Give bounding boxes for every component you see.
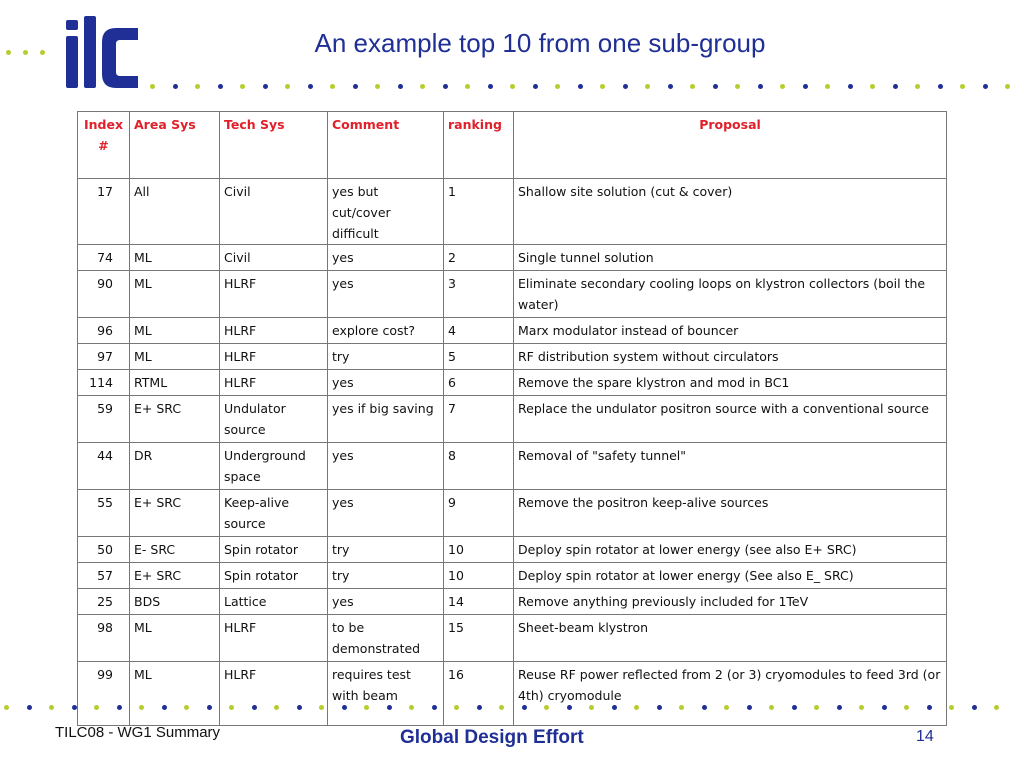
cell-proposal: Replace the undulator positron source with a conventional source (514, 396, 947, 443)
divider-dot (870, 84, 875, 89)
footer-event-label: TILC08 - WG1 Summary (55, 724, 221, 741)
cell-comment: try (328, 537, 444, 563)
cell-ranking: 10 (444, 563, 514, 589)
table-row (78, 589, 947, 615)
divider-dot (938, 84, 943, 89)
cell-area-sys: BDS (130, 589, 220, 615)
divider-dot (1005, 84, 1010, 89)
divider-dot (578, 84, 583, 89)
proposal-table (77, 111, 947, 726)
divider-dot (4, 705, 9, 710)
divider-dot (240, 84, 245, 89)
table-row (78, 396, 947, 443)
divider-dot (533, 84, 538, 89)
table-row (78, 245, 947, 271)
divider-dot (195, 84, 200, 89)
cell-index: 57 (78, 563, 130, 589)
table-row (78, 443, 947, 490)
cell-comment: yes (328, 443, 444, 490)
divider-dot (150, 84, 155, 89)
cell-ranking: 10 (444, 537, 514, 563)
cell-ranking: 16 (444, 662, 514, 726)
divider-dot (972, 705, 977, 710)
divider-dot (27, 705, 32, 710)
cell-proposal: RF distribution system without circulators (514, 344, 947, 370)
cell-area-sys: RTML (130, 370, 220, 396)
cell-ranking: 1 (444, 179, 514, 245)
divider-dot (893, 84, 898, 89)
table-row (78, 563, 947, 589)
cell-ranking: 5 (444, 344, 514, 370)
divider-dot (668, 84, 673, 89)
divider-dot (510, 84, 515, 89)
header-ranking: ranking (444, 112, 514, 179)
cell-comment: yes (328, 370, 444, 396)
cell-area-sys: All (130, 179, 220, 245)
header-area-sys: Area Sys (130, 112, 220, 179)
cell-tech-sys: Lattice (220, 589, 328, 615)
cell-comment: yes (328, 589, 444, 615)
cell-area-sys: E+ SRC (130, 490, 220, 537)
cell-area-sys: ML (130, 615, 220, 662)
divider-dot (173, 84, 178, 89)
cell-ranking: 9 (444, 490, 514, 537)
top-dot-divider (0, 84, 1024, 90)
cell-comment: try (328, 344, 444, 370)
cell-index: 25 (78, 589, 130, 615)
cell-comment: try (328, 563, 444, 589)
table-row (78, 537, 947, 563)
table-row (78, 271, 947, 318)
header-index: Index # (78, 112, 130, 179)
cell-tech-sys: HLRF (220, 662, 328, 726)
cell-index: 96 (78, 318, 130, 344)
divider-dot (263, 84, 268, 89)
divider-dot (6, 50, 11, 55)
divider-dot (623, 84, 628, 89)
logo-text: ilc (62, 14, 63, 15)
divider-dot (420, 84, 425, 89)
top-left-dot-divider (0, 50, 1024, 56)
divider-dot (949, 705, 954, 710)
divider-dot (690, 84, 695, 89)
table-row (78, 662, 947, 726)
divider-dot (443, 84, 448, 89)
divider-dot (960, 84, 965, 89)
divider-dot (983, 84, 988, 89)
cell-tech-sys: HLRF (220, 318, 328, 344)
table-row (78, 490, 947, 537)
cell-comment: explore cost? (328, 318, 444, 344)
cell-proposal: Removal of "safety tunnel" (514, 443, 947, 490)
header-comment: Comment (328, 112, 444, 179)
cell-area-sys: ML (130, 344, 220, 370)
table-row (78, 179, 947, 245)
cell-comment: to be demonstrated (328, 615, 444, 662)
cell-proposal: Deploy spin rotator at lower energy (See also E_ SRC) (514, 563, 947, 589)
cell-ranking: 2 (444, 245, 514, 271)
cell-comment: yes if big saving (328, 396, 444, 443)
cell-index: 90 (78, 271, 130, 318)
divider-dot (285, 84, 290, 89)
cell-proposal: Shallow site solution (cut & cover) (514, 179, 947, 245)
cell-proposal: Marx modulator instead of bouncer (514, 318, 947, 344)
table-row (78, 344, 947, 370)
cell-area-sys: ML (130, 271, 220, 318)
page-number: 14 (916, 728, 934, 745)
divider-dot (375, 84, 380, 89)
header-proposal: Proposal (514, 112, 947, 179)
cell-tech-sys: Civil (220, 245, 328, 271)
divider-dot (848, 84, 853, 89)
cell-proposal: Remove the positron keep-alive sources (514, 490, 947, 537)
header-tech-sys: Tech Sys (220, 112, 328, 179)
divider-dot (713, 84, 718, 89)
cell-index: 99 (78, 662, 130, 726)
divider-dot (353, 84, 358, 89)
cell-ranking: 15 (444, 615, 514, 662)
cell-index: 114 (78, 370, 130, 396)
cell-proposal: Deploy spin rotator at lower energy (see also E+ SRC) (514, 537, 947, 563)
divider-dot (994, 705, 999, 710)
cell-comment: yes (328, 271, 444, 318)
cell-tech-sys: HLRF (220, 615, 328, 662)
divider-dot (780, 84, 785, 89)
divider-dot (218, 84, 223, 89)
divider-dot (330, 84, 335, 89)
cell-area-sys: E- SRC (130, 537, 220, 563)
cell-ranking: 4 (444, 318, 514, 344)
cell-index: 17 (78, 179, 130, 245)
cell-area-sys: E+ SRC (130, 396, 220, 443)
divider-dot (23, 50, 28, 55)
cell-tech-sys: Civil (220, 179, 328, 245)
table-row (78, 615, 947, 662)
cell-area-sys: ML (130, 245, 220, 271)
cell-ranking: 14 (444, 589, 514, 615)
cell-proposal: Remove the spare klystron and mod in BC1 (514, 370, 947, 396)
cell-ranking: 6 (444, 370, 514, 396)
cell-index: 59 (78, 396, 130, 443)
divider-dot (555, 84, 560, 89)
cell-index: 50 (78, 537, 130, 563)
cell-proposal: Sheet-beam klystron (514, 615, 947, 662)
divider-dot (915, 84, 920, 89)
cell-comment: yes but cut/cover difficult (328, 179, 444, 245)
cell-ranking: 7 (444, 396, 514, 443)
divider-dot (803, 84, 808, 89)
cell-ranking: 8 (444, 443, 514, 490)
cell-index: 44 (78, 443, 130, 490)
footer-organization: Global Design Effort (400, 727, 584, 748)
cell-comment: yes (328, 245, 444, 271)
cell-proposal: Eliminate secondary cooling loops on klystron collectors (boil the water) (514, 271, 947, 318)
cell-ranking: 3 (444, 271, 514, 318)
cell-area-sys: DR (130, 443, 220, 490)
table-row (78, 318, 947, 344)
cell-tech-sys: Keep-alive source (220, 490, 328, 537)
cell-area-sys: E+ SRC (130, 563, 220, 589)
divider-dot (645, 84, 650, 89)
cell-tech-sys: HLRF (220, 344, 328, 370)
divider-dot (825, 84, 830, 89)
cell-index: 55 (78, 490, 130, 537)
divider-dot (758, 84, 763, 89)
cell-tech-sys: Spin rotator (220, 537, 328, 563)
divider-dot (735, 84, 740, 89)
divider-dot (600, 84, 605, 89)
cell-tech-sys: Spin rotator (220, 563, 328, 589)
cell-index: 98 (78, 615, 130, 662)
slide-title: An example top 10 from one sub-group (314, 28, 766, 58)
divider-dot (398, 84, 403, 89)
cell-comment: yes (328, 490, 444, 537)
cell-tech-sys: Underground space (220, 443, 328, 490)
divider-dot (72, 705, 77, 710)
cell-proposal: Single tunnel solution (514, 245, 947, 271)
divider-dot (465, 84, 470, 89)
divider-dot (49, 705, 54, 710)
table-row (78, 370, 947, 396)
cell-comment: requires test with beam (328, 662, 444, 726)
table-header-row (78, 112, 947, 179)
cell-index: 74 (78, 245, 130, 271)
cell-tech-sys: HLRF (220, 271, 328, 318)
cell-area-sys: ML (130, 318, 220, 344)
cell-tech-sys: HLRF (220, 370, 328, 396)
cell-index: 97 (78, 344, 130, 370)
divider-dot (40, 50, 45, 55)
cell-area-sys: ML (130, 662, 220, 726)
cell-proposal: Reuse RF power reflected from 2 (or 3) cryomodules to feed 3rd (or 4th) cryomodule (514, 662, 947, 726)
cell-tech-sys: Undulator source (220, 396, 328, 443)
divider-dot (308, 84, 313, 89)
divider-dot (488, 84, 493, 89)
cell-proposal: Remove anything previously included for 1TeV (514, 589, 947, 615)
